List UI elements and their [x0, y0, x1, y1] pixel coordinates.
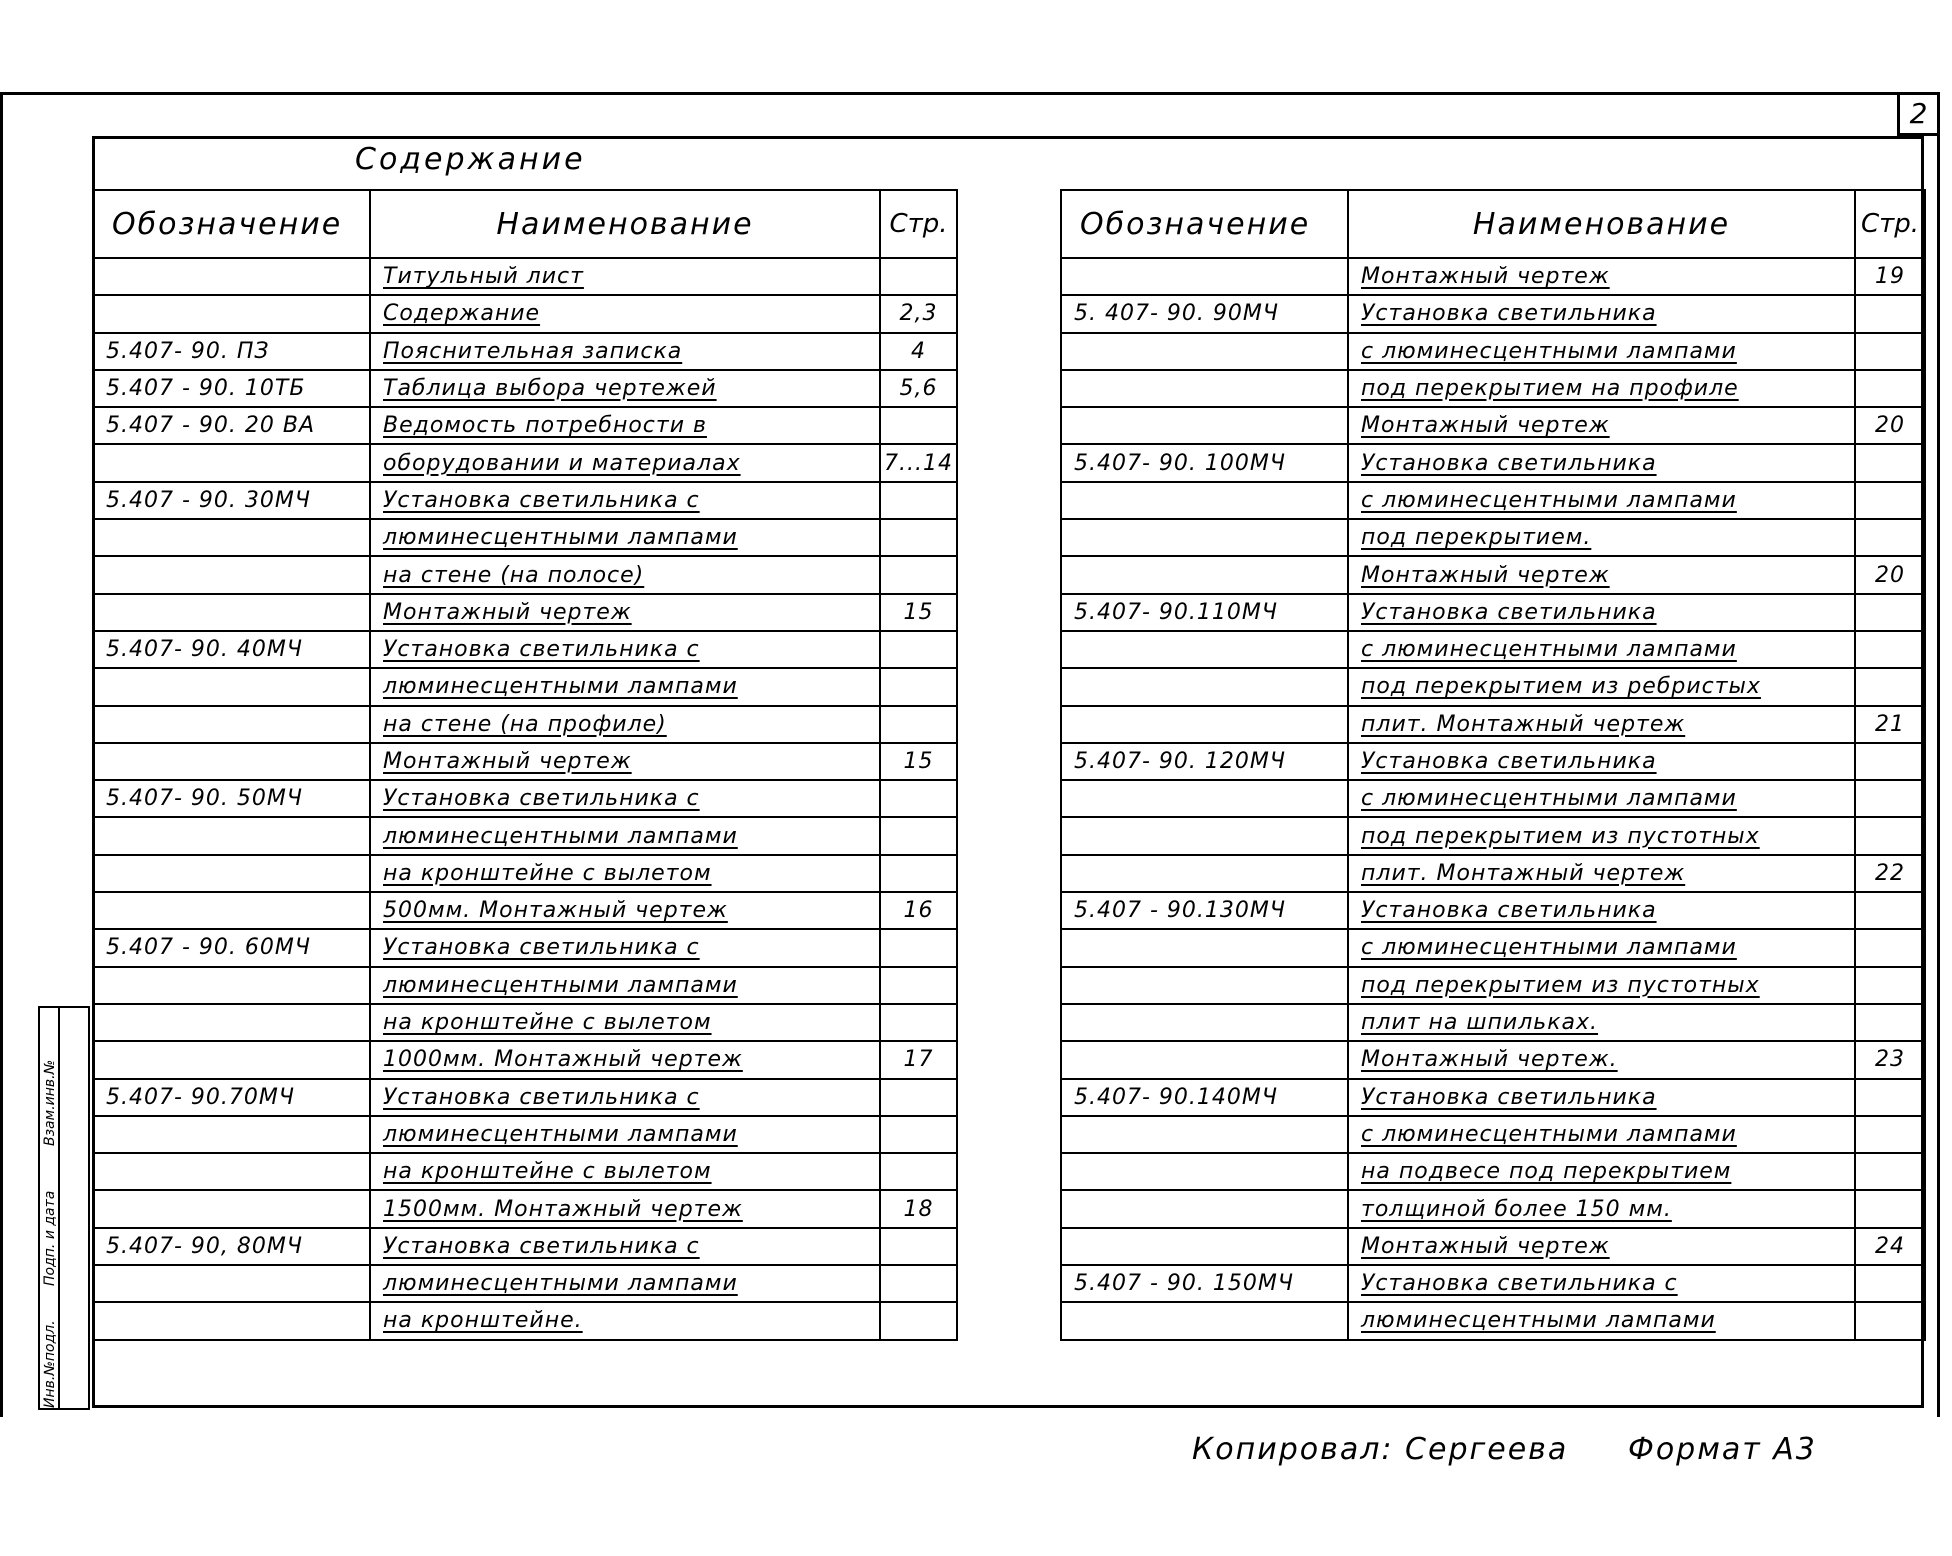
designation-cell — [93, 444, 370, 481]
side-stamp-original-inv: Инв.№подл. — [42, 1320, 58, 1408]
designation-cell: 5.407- 90.140МЧ — [1061, 1079, 1348, 1116]
designation-cell — [1061, 1041, 1348, 1078]
name-cell: люминесцентными лампами — [370, 519, 880, 556]
designation-cell — [1061, 1116, 1348, 1153]
table-row — [93, 892, 957, 929]
designation-cell: 5.407 - 90. 30МЧ — [93, 482, 370, 519]
name-cell: Установка светильника — [1348, 743, 1855, 780]
designation-cell — [93, 1004, 370, 1041]
designation-cell — [1061, 855, 1348, 892]
name-cell: Установка светильника с — [370, 1228, 880, 1265]
table-row — [1061, 1041, 1925, 1078]
table-row — [1061, 967, 1925, 1004]
designation-cell — [93, 892, 370, 929]
designation-cell: 5.407- 90. 100МЧ — [1061, 444, 1348, 481]
page-cell — [1855, 594, 1925, 631]
page-cell — [1855, 668, 1925, 705]
name-cell: под перекрытием. — [1348, 519, 1855, 556]
contents-table-right — [1060, 189, 1926, 1341]
header-name: Наименование — [370, 190, 880, 258]
designation-cell: 5.407- 90. 50МЧ — [93, 780, 370, 817]
name-cell: под перекрытием на профиле — [1348, 370, 1855, 407]
table-row — [93, 967, 957, 1004]
page-cell — [880, 631, 957, 668]
name-cell: под перекрытием из пустотных — [1348, 967, 1855, 1004]
contents-body-right — [1061, 258, 1925, 1340]
page-cell — [1855, 482, 1925, 519]
name-cell: Монтажный чертеж — [1348, 258, 1855, 295]
table-row — [93, 631, 957, 668]
page-cell — [880, 1004, 957, 1041]
name-cell: под перекрытием из ребристых — [1348, 668, 1855, 705]
page-cell — [1855, 1004, 1925, 1041]
name-cell: Ведомость потребности в — [370, 407, 880, 444]
page-cell — [880, 1079, 957, 1116]
page-cell: 19 — [1855, 258, 1925, 295]
designation-cell — [93, 1041, 370, 1078]
page-cell — [1855, 892, 1925, 929]
designation-cell — [1061, 967, 1348, 1004]
table-row — [1061, 1190, 1925, 1227]
designation-cell — [93, 519, 370, 556]
page-cell: 7...14 — [880, 444, 957, 481]
page-cell — [880, 1228, 957, 1265]
side-stamp-replaced-inv: Взам.инв.№ — [42, 1059, 58, 1146]
table-row — [1061, 929, 1925, 966]
table-row — [93, 1302, 957, 1339]
header-page: Стр. — [880, 190, 957, 258]
designation-cell — [93, 594, 370, 631]
name-cell: 1000мм. Монтажный чертеж — [370, 1041, 880, 1078]
table-row — [93, 855, 957, 892]
table-row — [1061, 817, 1925, 854]
page-cell: 18 — [880, 1190, 957, 1227]
page-cell — [880, 817, 957, 854]
table-row — [93, 780, 957, 817]
table-row — [1061, 668, 1925, 705]
table-row — [1061, 1116, 1925, 1153]
table-row — [1061, 482, 1925, 519]
name-cell: оборудовании и материалах — [370, 444, 880, 481]
designation-cell — [93, 1190, 370, 1227]
page-cell: 20 — [1855, 407, 1925, 444]
table-row — [1061, 370, 1925, 407]
table-row — [93, 817, 957, 854]
table-row — [93, 1116, 957, 1153]
header-name: Наименование — [1348, 190, 1855, 258]
frame-right-line — [1937, 92, 1940, 1417]
designation-cell — [1061, 817, 1348, 854]
page-cell — [1855, 444, 1925, 481]
name-cell: с люминесцентными лампами — [1348, 780, 1855, 817]
designation-cell — [1061, 929, 1348, 966]
designation-cell — [1061, 1302, 1348, 1339]
page-cell — [1855, 370, 1925, 407]
page-cell — [1855, 780, 1925, 817]
designation-cell: 5.407 - 90. 10ТБ — [93, 370, 370, 407]
table-row — [1061, 631, 1925, 668]
designation-cell: 5.407 - 90. 20 ВА — [93, 407, 370, 444]
designation-cell — [93, 855, 370, 892]
page-cell: 16 — [880, 892, 957, 929]
name-cell: Установка светильника — [1348, 892, 1855, 929]
name-cell: плит. Монтажный чертеж — [1348, 855, 1855, 892]
page-cell — [880, 482, 957, 519]
designation-cell — [93, 1265, 370, 1302]
name-cell: Монтажный чертеж — [1348, 556, 1855, 593]
name-cell: Установка светильника с — [370, 780, 880, 817]
table-row — [93, 333, 957, 370]
page-cell — [880, 519, 957, 556]
designation-cell — [1061, 668, 1348, 705]
name-cell: Установка светильника — [1348, 444, 1855, 481]
designation-cell: 5.407 - 90. 150МЧ — [1061, 1265, 1348, 1302]
table-row — [93, 668, 957, 705]
name-cell: на стене (на профиле) — [370, 706, 880, 743]
name-cell: на кронштейне. — [370, 1302, 880, 1339]
page-cell: 17 — [880, 1041, 957, 1078]
table-row — [93, 1228, 957, 1265]
table-row — [1061, 295, 1925, 332]
table-row — [1061, 258, 1925, 295]
table-row — [1061, 780, 1925, 817]
page-cell — [1855, 1190, 1925, 1227]
designation-cell — [1061, 780, 1348, 817]
frame-left-line — [0, 92, 3, 1417]
name-cell: Титульный лист — [370, 258, 880, 295]
name-cell: Таблица выбора чертежей — [370, 370, 880, 407]
designation-cell: 5.407- 90, 80МЧ — [93, 1228, 370, 1265]
name-cell: на стене (на полосе) — [370, 556, 880, 593]
name-cell: плит на шпильках. — [1348, 1004, 1855, 1041]
name-cell: на кронштейне с вылетом — [370, 855, 880, 892]
page-cell — [880, 1116, 957, 1153]
table-row — [93, 258, 957, 295]
table-row — [1061, 407, 1925, 444]
name-cell: люминесцентными лампами — [370, 668, 880, 705]
table-row — [1061, 1228, 1925, 1265]
name-cell: 1500мм. Монтажный чертеж — [370, 1190, 880, 1227]
name-cell: с люминесцентными лампами — [1348, 482, 1855, 519]
designation-cell — [1061, 333, 1348, 370]
page-cell — [1855, 519, 1925, 556]
designation-cell — [93, 556, 370, 593]
page-cell — [880, 668, 957, 705]
page-cell — [880, 855, 957, 892]
table-row — [93, 706, 957, 743]
table-row — [93, 594, 957, 631]
page-cell: 2,3 — [880, 295, 957, 332]
page-cell — [1855, 333, 1925, 370]
table-row — [93, 1004, 957, 1041]
designation-cell — [93, 1153, 370, 1190]
table-row — [1061, 855, 1925, 892]
page-cell — [880, 967, 957, 1004]
table-row — [93, 407, 957, 444]
designation-cell: 5.407 - 90.130МЧ — [1061, 892, 1348, 929]
designation-cell: 5.407- 90. 40МЧ — [93, 631, 370, 668]
table-row — [93, 370, 957, 407]
table-header-row — [93, 190, 957, 258]
table-row — [1061, 1153, 1925, 1190]
designation-cell — [1061, 556, 1348, 593]
page-cell: 5,6 — [880, 370, 957, 407]
name-cell: Установка светильника с — [370, 1079, 880, 1116]
frame-top-line — [0, 92, 1940, 95]
table-row — [93, 519, 957, 556]
page-cell: 24 — [1855, 1228, 1925, 1265]
page-cell — [1855, 1302, 1925, 1339]
name-cell: с люминесцентными лампами — [1348, 333, 1855, 370]
designation-cell — [1061, 519, 1348, 556]
table-row — [93, 1265, 957, 1302]
page-cell — [1855, 295, 1925, 332]
designation-cell — [1061, 1153, 1348, 1190]
page-cell — [1855, 631, 1925, 668]
header-designation: Обозначение — [1061, 190, 1348, 258]
table-row — [1061, 556, 1925, 593]
page-cell — [1855, 929, 1925, 966]
page-cell: 22 — [1855, 855, 1925, 892]
contents-body-left — [93, 258, 957, 1340]
page-cell: 4 — [880, 333, 957, 370]
table-row — [93, 929, 957, 966]
name-cell: Содержание — [370, 295, 880, 332]
designation-cell — [93, 967, 370, 1004]
name-cell: Монтажный чертеж. — [1348, 1041, 1855, 1078]
page-cell — [880, 929, 957, 966]
sheet-format: Формат А3 — [1628, 1432, 1817, 1467]
table-row — [1061, 333, 1925, 370]
table-row — [93, 1079, 957, 1116]
designation-cell — [93, 817, 370, 854]
name-cell: Монтажный чертеж — [1348, 1228, 1855, 1265]
table-row — [1061, 706, 1925, 743]
table-row — [1061, 743, 1925, 780]
designation-cell — [93, 706, 370, 743]
designation-cell — [93, 668, 370, 705]
name-cell: Установка светильника с — [370, 631, 880, 668]
name-cell: Установка светильника с — [1348, 1265, 1855, 1302]
designation-cell — [93, 1116, 370, 1153]
page-cell: 15 — [880, 743, 957, 780]
copied-by: Копировал: Сергеева — [1192, 1432, 1569, 1467]
table-row — [93, 1190, 957, 1227]
name-cell: люминесцентными лампами — [370, 967, 880, 1004]
name-cell: Установка светильника с — [370, 929, 880, 966]
designation-cell: 5.407- 90.110МЧ — [1061, 594, 1348, 631]
name-cell: с люминесцентными лампами — [1348, 929, 1855, 966]
designation-cell — [93, 295, 370, 332]
page-cell — [1855, 1153, 1925, 1190]
designation-cell: 5.407- 90. 120МЧ — [1061, 743, 1348, 780]
name-cell: люминесцентными лампами — [370, 1265, 880, 1302]
table-row — [1061, 892, 1925, 929]
name-cell: Установка светильника — [1348, 295, 1855, 332]
page-cell — [880, 258, 957, 295]
page-cell — [880, 780, 957, 817]
page-cell — [1855, 1265, 1925, 1302]
table-row — [1061, 519, 1925, 556]
name-cell: Установка светильника — [1348, 594, 1855, 631]
name-cell: Монтажный чертеж — [1348, 407, 1855, 444]
page-cell — [880, 1265, 957, 1302]
name-cell: толщиной более 150 мм. — [1348, 1190, 1855, 1227]
page-title: Содержание — [355, 142, 586, 177]
designation-cell — [1061, 482, 1348, 519]
designation-cell — [1061, 407, 1348, 444]
page-cell — [1855, 1116, 1925, 1153]
page-cell: 21 — [1855, 706, 1925, 743]
table-row — [93, 1153, 957, 1190]
name-cell: плит. Монтажный чертеж — [1348, 706, 1855, 743]
designation-cell: 5.407 - 90. 60МЧ — [93, 929, 370, 966]
name-cell: Монтажный чертеж — [370, 594, 880, 631]
header-page: Стр. — [1855, 190, 1925, 258]
table-row — [1061, 1004, 1925, 1041]
table-row — [93, 444, 957, 481]
table-row — [93, 1041, 957, 1078]
page-cell — [880, 706, 957, 743]
designation-cell — [1061, 1190, 1348, 1227]
name-cell: Установка светильника с — [370, 482, 880, 519]
table-row — [93, 295, 957, 332]
page-cell — [880, 1302, 957, 1339]
designation-cell — [1061, 631, 1348, 668]
name-cell: 500мм. Монтажный чертеж — [370, 892, 880, 929]
name-cell: под перекрытием из пустотных — [1348, 817, 1855, 854]
name-cell: на кронштейне с вылетом — [370, 1153, 880, 1190]
designation-cell — [93, 258, 370, 295]
name-cell: с люминесцентными лампами — [1348, 631, 1855, 668]
designation-cell — [1061, 1228, 1348, 1265]
name-cell: Пояснительная записка — [370, 333, 880, 370]
page-cell — [1855, 817, 1925, 854]
table-row — [1061, 444, 1925, 481]
name-cell: с люминесцентными лампами — [1348, 1116, 1855, 1153]
table-row — [93, 743, 957, 780]
table-row — [93, 482, 957, 519]
name-cell: люминесцентными лампами — [370, 817, 880, 854]
page-cell: 15 — [880, 594, 957, 631]
page-cell — [1855, 1079, 1925, 1116]
page-cell — [1855, 967, 1925, 1004]
page-cell — [880, 556, 957, 593]
designation-cell: 5.407- 90. ПЗ — [93, 333, 370, 370]
designation-cell — [1061, 1004, 1348, 1041]
contents-table-left — [92, 189, 958, 1341]
table-row — [1061, 1265, 1925, 1302]
page-cell — [880, 407, 957, 444]
page-cell — [1855, 743, 1925, 780]
page-cell: 23 — [1855, 1041, 1925, 1078]
side-stamp-signature-date: Подп. и дата — [42, 1190, 58, 1286]
name-cell: люминесцентными лампами — [1348, 1302, 1855, 1339]
table-row — [1061, 1079, 1925, 1116]
name-cell: Установка светильника — [1348, 1079, 1855, 1116]
table-row — [93, 556, 957, 593]
designation-cell — [1061, 258, 1348, 295]
page-cell — [880, 1153, 957, 1190]
table-row — [1061, 594, 1925, 631]
designation-cell — [93, 743, 370, 780]
side-stamp — [38, 1006, 90, 1410]
table-row — [1061, 1302, 1925, 1339]
table-header-row — [1061, 190, 1925, 258]
sheet-number: 2 — [1897, 95, 1937, 136]
name-cell: Монтажный чертеж — [370, 743, 880, 780]
designation-cell — [93, 1302, 370, 1339]
page-cell: 20 — [1855, 556, 1925, 593]
name-cell: на кронштейне с вылетом — [370, 1004, 880, 1041]
header-designation: Обозначение — [93, 190, 370, 258]
designation-cell: 5. 407- 90. 90МЧ — [1061, 295, 1348, 332]
name-cell: люминесцентными лампами — [370, 1116, 880, 1153]
name-cell: на подвесе под перекрытием — [1348, 1153, 1855, 1190]
designation-cell — [1061, 370, 1348, 407]
designation-cell — [1061, 706, 1348, 743]
designation-cell: 5.407- 90.70МЧ — [93, 1079, 370, 1116]
